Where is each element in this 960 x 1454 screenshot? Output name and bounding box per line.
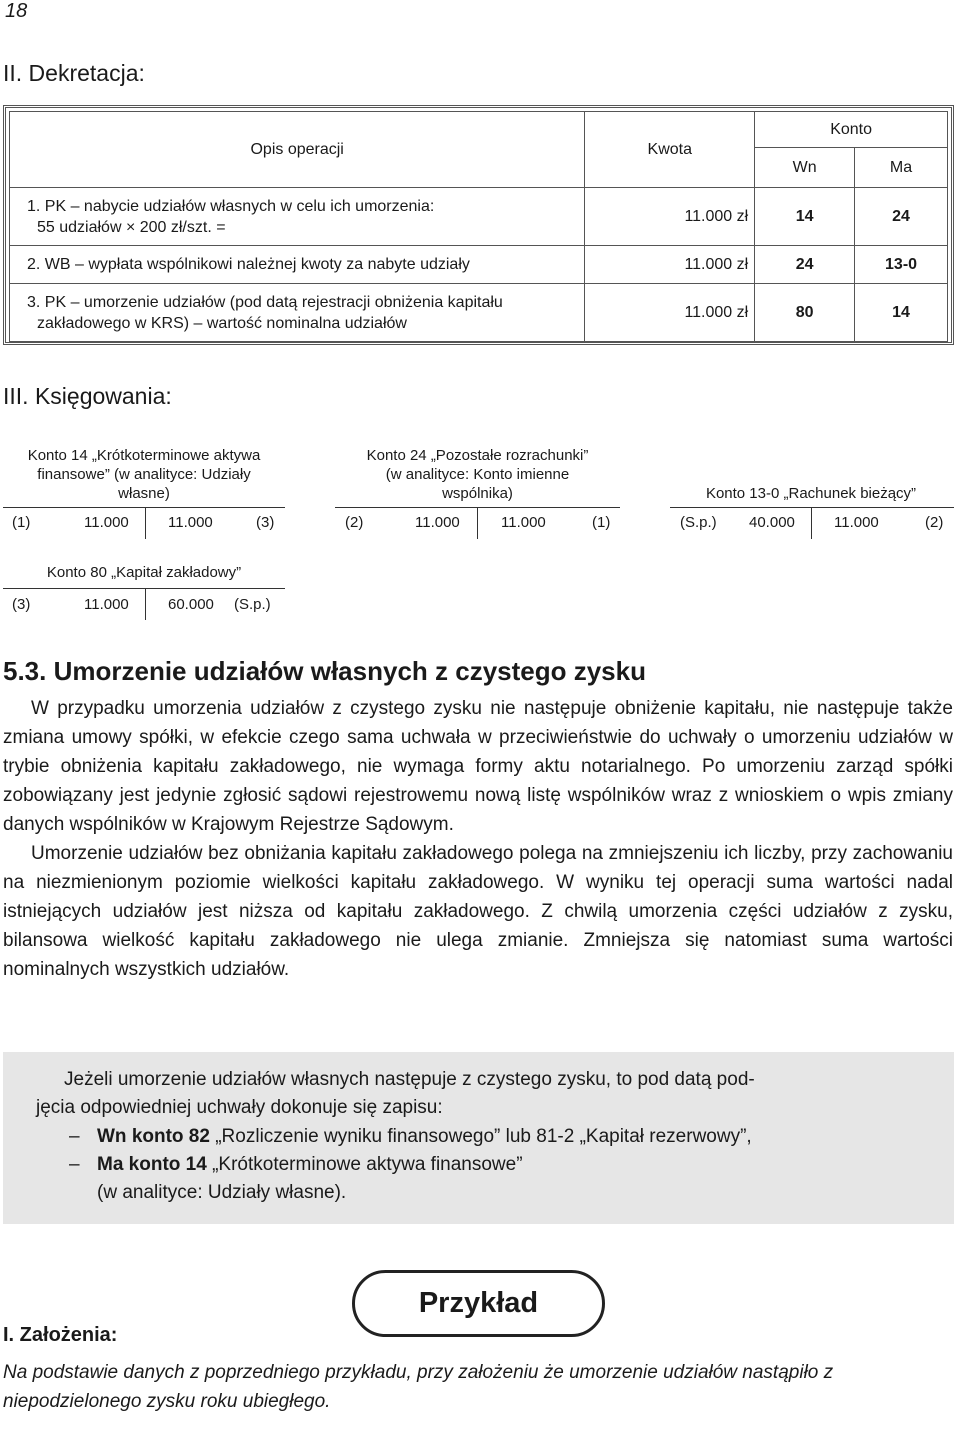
row-credit: 24 xyxy=(855,188,948,246)
t-account-title: Konto 13-0 „Rachunek bieżący” xyxy=(705,485,917,502)
t-account-divider xyxy=(145,588,146,620)
row-debit: 24 xyxy=(755,246,855,284)
callout-item: Wn konto 82 „Rozliczenie wyniku finansowego” lub 81-2 „Kapitał rezerwowy”, xyxy=(97,1126,752,1147)
row-amount: 11.000 zł xyxy=(585,188,755,246)
posting-table xyxy=(3,105,954,345)
entry-ref: (1) xyxy=(592,514,611,531)
entry-value: 11.000 xyxy=(834,514,879,531)
row-debit: 80 xyxy=(755,284,855,342)
header-account: Konto xyxy=(755,112,948,148)
row-credit: 14 xyxy=(855,284,948,342)
t-account-14 xyxy=(3,446,285,503)
callout-item: (w analityce: Udziały własne). xyxy=(97,1182,347,1203)
paragraph: W przypadku umorzenia udziałów z czystego zysku nie następuje obniżenie kapitału, nie następuje także zmiana umowy spółki, w efekcie czego sama uchwała w przeciwieństwie do uchwały o umorzeniu udziałów w trybie obniżenia kapitału zakładowego, nie wymaga formy aktu notarialnego. Po umorzeniu zarząd spółki zobowiązany jest jedynie zgłosić sądowi rejestrowemu nową listę wspólników wraz z wnioskiem o wpis zmiany danych wspólników w Krajowym Rejestrze Sądowym. xyxy=(3,698,953,835)
entry-ref: (3) xyxy=(12,596,31,613)
header-debit: Wn xyxy=(755,148,855,188)
row-description: 3. PK – umorzenie udziałów (pod datą rejestracji obniżenia kapitału zakładowego w KRS) – wartość nominalna udziałów xyxy=(10,284,585,342)
entry-value: 11.000 xyxy=(84,596,129,613)
table-row xyxy=(10,188,948,246)
header-description: Opis operacji xyxy=(10,112,585,188)
entry-value: 40.000 xyxy=(749,514,795,531)
entry-value: 11.000 xyxy=(415,514,460,531)
t-account-13-0 xyxy=(670,484,952,503)
entry-ref: (S.p.) xyxy=(680,514,717,531)
callout-line: Jeżeli umorzenie udziałów własnych następuje z czystego zysku, to pod datą pod- xyxy=(64,1069,755,1090)
entry-value: 11.000 xyxy=(168,514,213,531)
dash-bullet: – xyxy=(69,1154,80,1175)
t-account-divider xyxy=(145,507,146,539)
t-account-title: Konto 24 „Pozostałe rozrachunki” (w analityce: Konto imienne wspólnika) xyxy=(366,447,589,502)
table-row xyxy=(10,284,948,342)
entry-ref: (1) xyxy=(12,514,31,531)
table-row xyxy=(10,246,948,284)
header-credit: Ma xyxy=(855,148,948,188)
entry-ref: (2) xyxy=(925,514,944,531)
entry-value: 11.000 xyxy=(501,514,546,531)
row-description: 1. PK – nabycie udziałów własnych w celu ich umorzenia: 55 udziałów × 200 zł/szt. = xyxy=(10,188,585,246)
section-dekretacja-title: II. Dekretacja: xyxy=(3,60,145,86)
row-credit: 13-0 xyxy=(855,246,948,284)
t-account-80 xyxy=(3,563,285,582)
t-account-divider xyxy=(811,507,812,539)
entry-value: 11.000 xyxy=(84,514,129,531)
entry-value: 60.000 xyxy=(168,596,214,613)
t-account-divider xyxy=(3,588,285,589)
section-ksiegowania-title: III. Księgowania: xyxy=(3,383,172,409)
t-account-title: Konto 80 „Kapitał zakładowy” xyxy=(46,564,242,581)
assumptions-text: Na podstawie danych z poprzedniego przykładu, przy założeniu że umorzenie udziałów nastąpiło z niepodzielonego zysku roku ubiegłego. xyxy=(3,1362,834,1412)
assumptions-title: I. Założenia: xyxy=(3,1324,118,1346)
callout-line: jęcia odpowiedniej uchwały dokonuje się zapisu: xyxy=(36,1097,443,1118)
t-account-24 xyxy=(335,446,620,503)
t-account-divider xyxy=(477,507,478,539)
page-number: 18 xyxy=(5,0,28,22)
row-debit: 14 xyxy=(755,188,855,246)
dash-bullet: – xyxy=(69,1126,80,1147)
row-description: 2. WB – wypłata wspólnikowi należnej kwoty za nabyte udziały xyxy=(10,246,585,284)
t-account-divider xyxy=(670,507,954,508)
entry-ref: (3) xyxy=(256,514,275,531)
body-text xyxy=(3,694,953,984)
entry-ref: (2) xyxy=(345,514,364,531)
callout-box xyxy=(3,1052,954,1224)
row-amount: 11.000 zł xyxy=(585,284,755,342)
section-5-3-title: 5.3. Umorzenie udziałów własnych z czystego zysku xyxy=(3,656,646,686)
entry-ref: (S.p.) xyxy=(234,596,271,613)
t-account-title: Konto 14 „Krótkoterminowe aktywa finansowe” (w analityce: Udziały własne) xyxy=(27,447,261,502)
header-amount: Kwota xyxy=(585,112,755,188)
paragraph: Umorzenie udziałów bez obniżania kapitału zakładowego polega na zmniejszeniu ich liczby, przy zachowaniu na niezmienionym poziomie wielkości kapitału zakładowego. W wyniku tej operacji suma wartości nadal istniejących udziałów jest niższa od kapitału zakładowego. Z chwilą umorzenia części udziałów z zysku, bilansowa wielkość kapitału zakładowego nie ulega zmianie. Zmniejsza się natomiast suma wartości nominalnych wszystkich udziałów. xyxy=(3,843,953,980)
row-amount: 11.000 zł xyxy=(585,246,755,284)
example-badge: Przykład xyxy=(352,1270,605,1337)
t-account-divider xyxy=(3,507,285,508)
callout-item: Ma konto 14 „Krótkoterminowe aktywa finansowe” xyxy=(97,1154,523,1175)
